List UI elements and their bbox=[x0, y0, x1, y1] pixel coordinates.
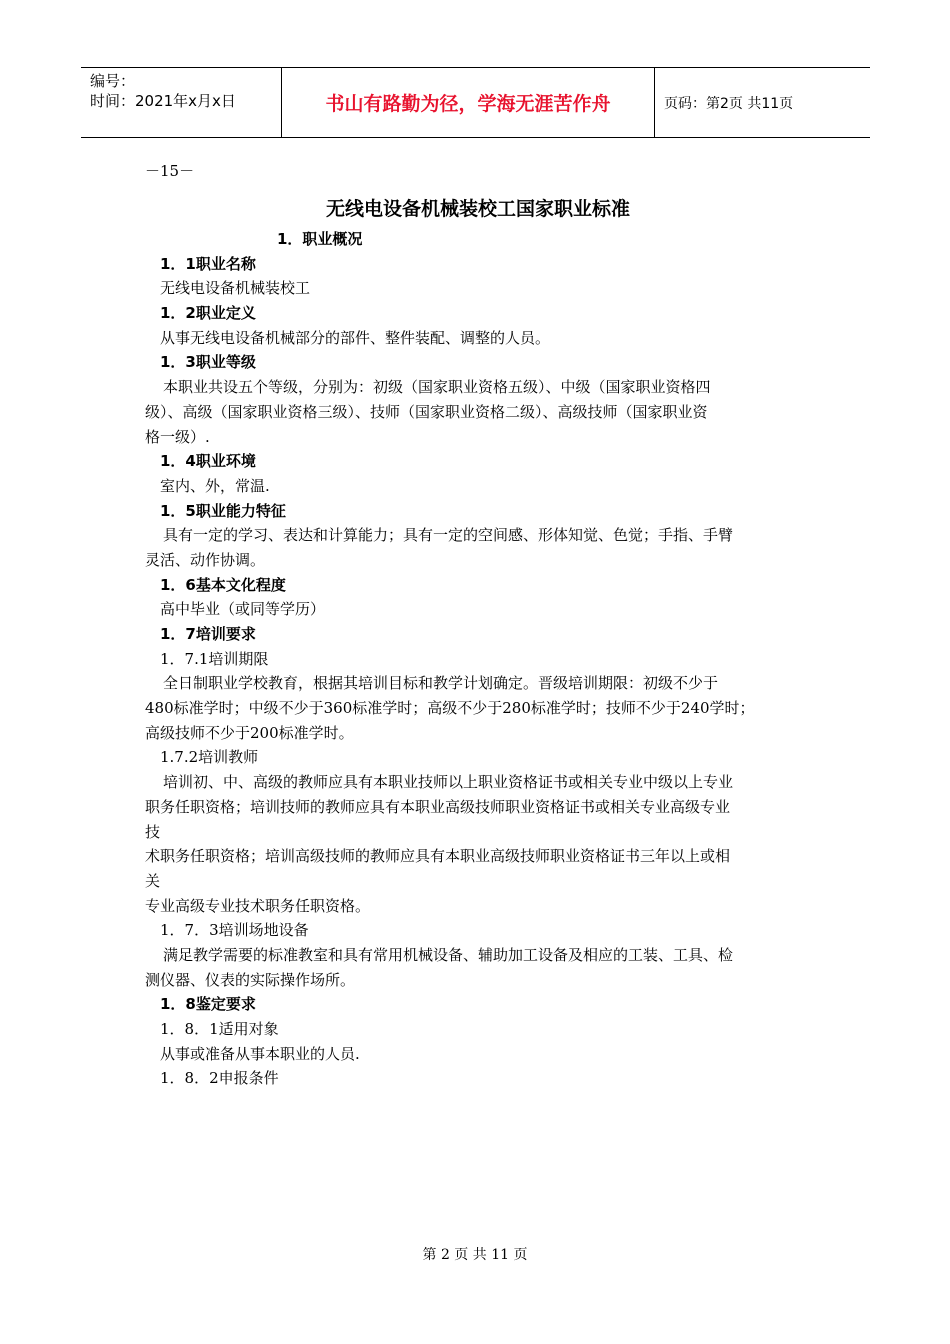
paragraph-line: 480标准学时；中级不少于360标准学时；高级不少于280标准学时；技师不少于240学时； bbox=[145, 699, 755, 718]
page-footer: 第 2 页 共 11 页 bbox=[422, 1247, 528, 1263]
section-heading-1-4: 1．4职业环境 bbox=[160, 452, 256, 471]
subsection-heading-1-7-1: 1．7.1培训期限 bbox=[160, 649, 269, 668]
section-heading-1-1: 1．1职业名称 bbox=[160, 254, 256, 273]
paragraph-line: 技 bbox=[145, 822, 161, 841]
section-text-1-2: 从事无线电设备机械部分的部件、整件装配、调整的人员。 bbox=[160, 328, 551, 347]
paragraph-line: 满足教学需要的标准教室和具有常用机械设备、辅助加工设备及相应的工装、工具、检 bbox=[163, 945, 734, 964]
page-header bbox=[81, 67, 870, 138]
paragraph-line: 本职业共设五个等级，分别为：初级（国家职业资格五级）、中级（国家职业资格四 bbox=[163, 378, 711, 397]
section-text-1-8-1: 从事或准备从事本职业的人员. bbox=[160, 1044, 360, 1063]
paragraph-line: 全日制职业学校教育，根据其培训目标和教学计划确定。晋级培训期限：初级不少于 bbox=[163, 674, 719, 693]
date-line: 时间：2021年x月x日 bbox=[90, 92, 236, 110]
section-heading-1-3: 1．3职业等级 bbox=[160, 353, 256, 372]
paragraph-line: 培训初、中、高级的教师应具有本职业技师以上职业资格证书或相关专业中级以上专业 bbox=[163, 773, 734, 792]
section-heading-1-2: 1．2职业定义 bbox=[160, 304, 256, 323]
paragraph-line: 术职务任职资格；培训高级技师的教师应具有本职业高级技师职业资格证书三年以上或相 bbox=[145, 847, 731, 866]
paragraph-line: 职务任职资格；培训技师的教师应具有本职业高级技师职业资格证书或相关专业高级专业 bbox=[145, 797, 731, 816]
chapter-heading: 1．职业概况 bbox=[277, 230, 363, 248]
document-body bbox=[145, 160, 811, 1091]
paragraph-line: 关 bbox=[145, 871, 161, 890]
header-page-info-cell bbox=[655, 68, 870, 137]
paragraph-line: 专业高级专业技术职务任职资格。 bbox=[145, 896, 371, 915]
section-heading-1-7: 1．7培训要求 bbox=[160, 625, 256, 643]
subsection-heading-1-8-1: 1．8．1适用对象 bbox=[160, 1020, 279, 1038]
paragraph-line: 具有一定的学习、表达和计算能力；具有一定的空间感、形体知觉、色觉；手指、手臂 bbox=[163, 526, 734, 545]
subsection-heading-1-7-2: 1.7.2培训教师 bbox=[160, 748, 259, 767]
paragraph-line: 高级技师不少于200标准学时。 bbox=[145, 723, 354, 742]
section-text-1-4: 室内、外，常温. bbox=[160, 476, 270, 495]
section-heading-1-8: 1．8鉴定要求 bbox=[160, 995, 256, 1014]
subsection-heading-1-8-2: 1．8．2申报条件 bbox=[160, 1069, 279, 1088]
paragraph-line: 灵活、动作协调。 bbox=[145, 550, 266, 569]
header-motto-cell bbox=[282, 68, 655, 137]
section-heading-1-6: 1．6基本文化程度 bbox=[160, 575, 286, 594]
header-meta-cell bbox=[81, 68, 282, 137]
section-heading-1-5: 1．5职业能力特征 bbox=[160, 501, 286, 520]
subsection-heading-1-7-3: 1．7．3培训场地设备 bbox=[160, 921, 309, 940]
page-marker: －15－ bbox=[145, 162, 195, 180]
paragraph-line: 测仪器、仪表的实际操作场所。 bbox=[145, 970, 356, 989]
document-title: 无线电设备机械装校工国家职业标准 bbox=[325, 198, 630, 220]
section-text-1-1: 无线电设备机械装校工 bbox=[160, 279, 311, 298]
paragraph-line: 格一级）. bbox=[145, 427, 210, 446]
serial-label: 编号： bbox=[90, 72, 136, 90]
paragraph-line: 级）、高级（国家职业资格三级）、技师（国家职业资格二级）、高级技师（国家职业资 bbox=[145, 402, 708, 421]
section-text-1-6: 高中毕业（或同等学历） bbox=[160, 600, 326, 619]
motto: 书山有路勤为径，学海无涯苦作舟 bbox=[325, 93, 611, 115]
page-info: 页码：第2页 共11页 bbox=[664, 95, 794, 112]
